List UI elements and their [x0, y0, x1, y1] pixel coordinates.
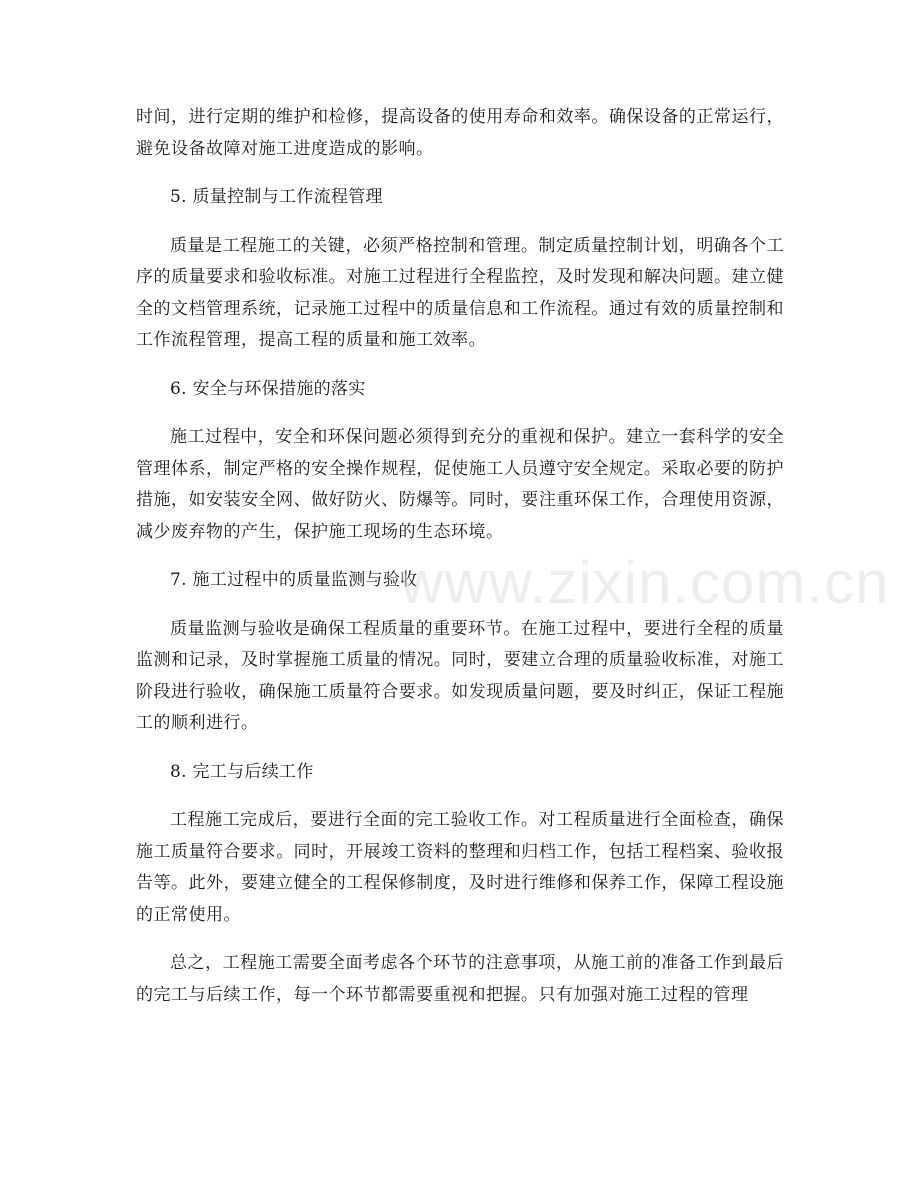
- paragraph-equipment-continuation: 时间，进行定期的维护和检修，提高设备的使用寿命和效率。确保设备的正常运行，避免设备故障对施工进度造成的影响。: [136, 107, 784, 159]
- paragraph-safety-environment: 施工过程中，安全和环保问题必须得到充分的重视和保护。建立一套科学的安全管理体系，制定严格的安全操作规程，促使施工人员遵守安全规定。采取必要的防护措施，如安装安全网、做好防火、防爆等。同时，要注重环保工作，合理使用资源，减少废弃物的产生，保护施工现场的生态环境。: [136, 427, 784, 542]
- section-heading-quality-control: 5. 质量控制与工作流程管理: [170, 187, 383, 207]
- watermark-text: www.zixin.com.cn: [400, 549, 890, 616]
- section-heading-quality-monitoring: 7. 施工过程中的质量监测与验收: [170, 570, 418, 590]
- paragraph-quality-control: 质量是工程施工的关键，必须严格控制和管理。制定质量控制计划，明确各个工序的质量要求和验收标准。对施工过程进行全程监控，及时发现和解决问题。建立健全的文档管理系统，记录施工过程中的质量信息和工作流程。通过有效的质量控制和工作流程管理，提高工程的质量和施工效率。: [136, 235, 784, 350]
- section-heading-completion: 8. 完工与后续工作: [170, 761, 314, 782]
- paragraph-summary: 总之，工程施工需要全面考虑各个环节的注意事项，从施工前的准备工作到最后的完工与后续工作，每一个环节都需要重视和把握。只有加强对施工过程的管理: [136, 953, 784, 1005]
- paragraph-quality-monitoring: 质量监测与验收是确保工程质量的重要环节。在施工过程中，要进行全程的质量监测和记录，及时掌握施工质量的情况。同时，要建立合理的质量验收标准，对施工阶段进行验收，确保施工质量符合要求。如发现质量问题，要及时纠正，保证工程施工的顺利进行。: [136, 618, 784, 733]
- paragraph-completion: 工程施工完成后，要进行全面的完工验收工作。对工程质量进行全面检查，确保施工质量符合要求。同时，开展竣工资料的整理和归档工作，包括工程档案、验收报告等。此外，要建立健全的工程保修制度，及时进行维修和保养工作，保障工程设施的正常使用。: [136, 810, 784, 925]
- section-heading-safety-environment: 6. 安全与环保措施的落实: [170, 378, 366, 399]
